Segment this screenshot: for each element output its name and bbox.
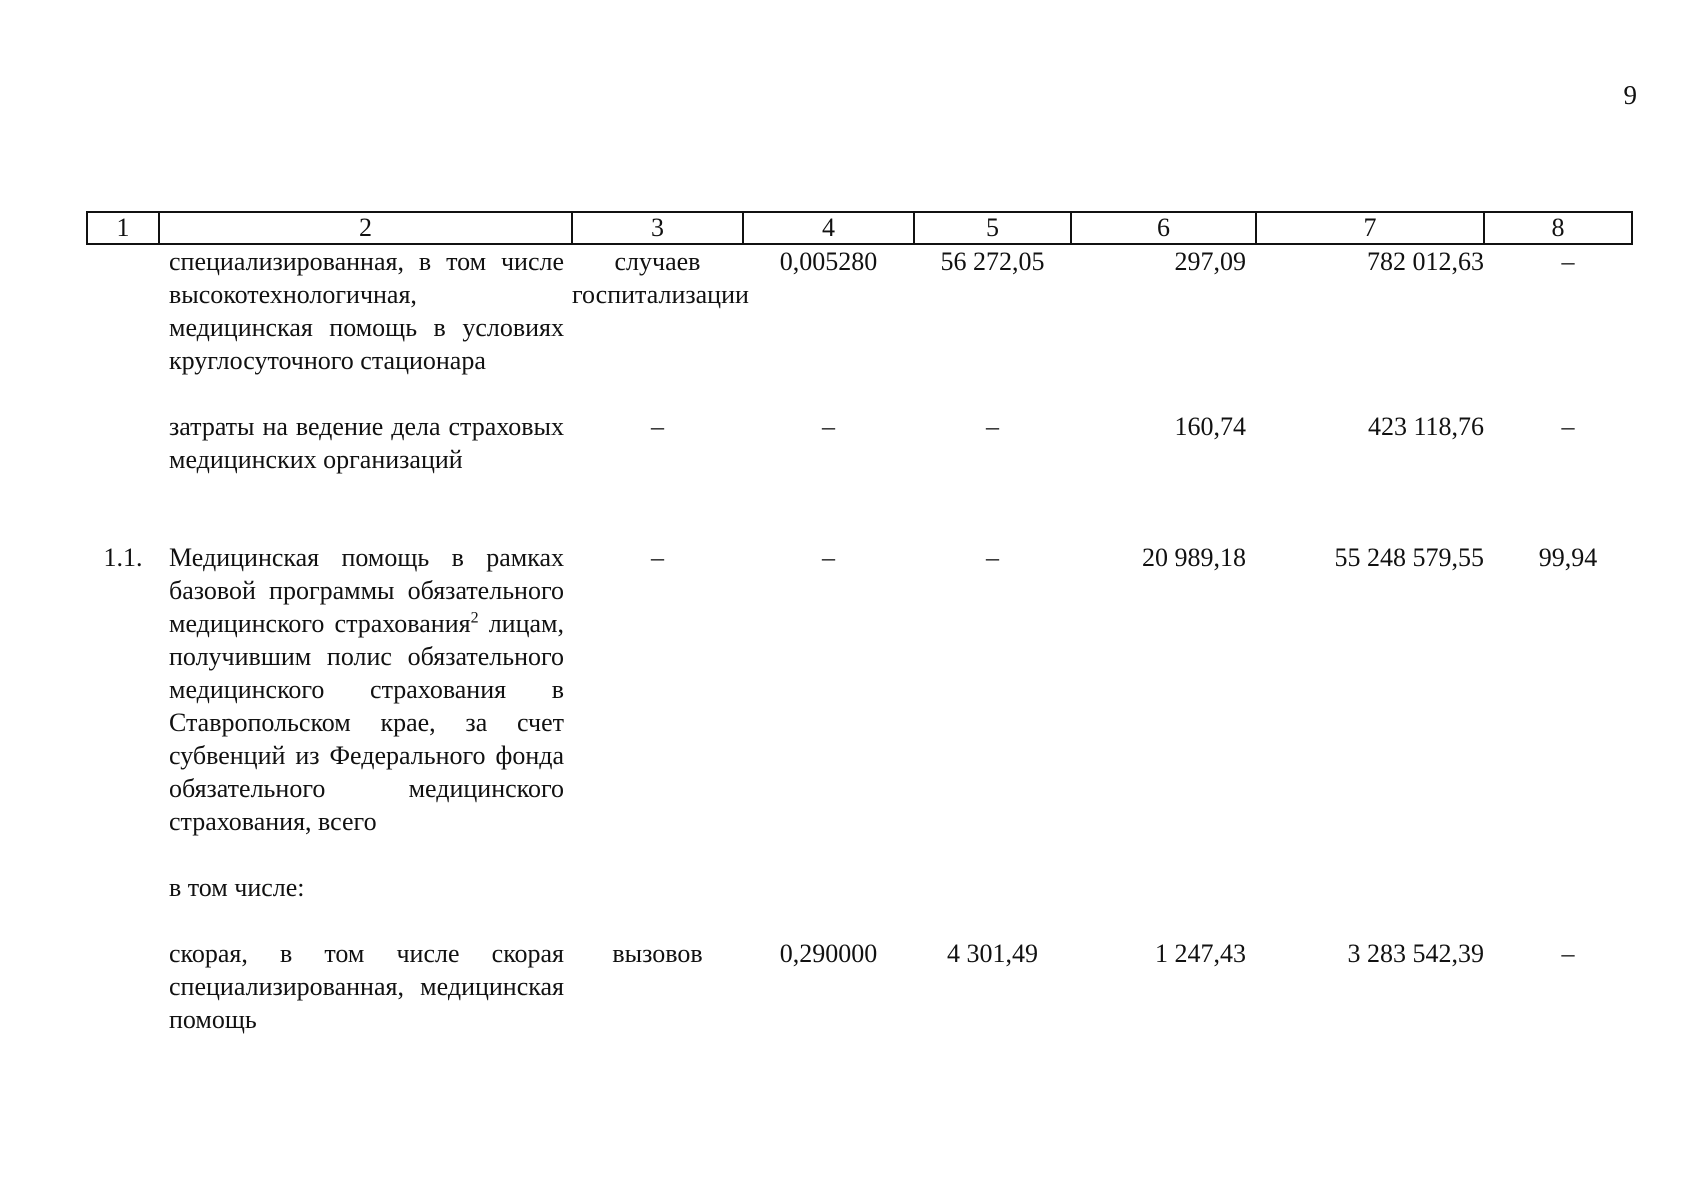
header-col-7: 7 [1256,212,1484,244]
row-description-text-continued: лицам, получившим полис обязательного медицинского страхования в Ставропольском крае, за счет субвенций из Федерального фонда обязательного медицинского страхования, всего [169,609,565,836]
header-col-1: 1 [87,212,159,244]
row-col-4: – [822,412,835,441]
header-row [87,212,1632,244]
row-unit: – [651,412,664,441]
row-col-8: – [1561,939,1575,968]
row-unit: – [651,543,664,572]
row-col-7: 782 012,63 [1367,247,1484,276]
row-col-8: – [1561,247,1575,276]
row-col-6 [1071,871,1256,937]
row-col-8 [1484,871,1632,937]
row-col-4: – [822,543,835,572]
header-col-8: 8 [1484,212,1632,244]
row-col-5: 56 272,05 [940,247,1045,276]
header-col-6: 6 [1071,212,1256,244]
row-col-8: – [1561,412,1575,441]
table-row [87,410,1632,541]
row-description: в том числе: [169,873,305,902]
row-description [159,541,572,871]
row-number [87,410,159,541]
row-col-7 [1256,871,1484,937]
table-header [87,212,1632,244]
row-col-6: 1 247,43 [1155,939,1246,968]
table-row [87,937,1632,1037]
row-col-5: – [986,543,999,572]
row-col-7: 423 118,76 [1367,412,1484,441]
row-description: скорая, в том числе скорая специализированная, медицинская помощь [169,939,564,1034]
row-col-5: 4 301,49 [947,939,1038,968]
table-body [87,244,1632,1037]
table-row [87,244,1632,410]
row-number [87,937,159,1037]
row-description: специализированная, в том числе высокотехнологичная, медицинская помощь в условиях круглосуточного стационара [169,247,564,375]
footnote-marker: 2 [470,609,479,627]
row-col-8: 99,94 [1538,543,1598,572]
row-unit: случаев госпитализации [572,247,749,309]
table-row [87,541,1632,871]
row-description-text: Медицинская помощь в рамках базовой программы обязательного медицинского страхования [169,543,564,638]
row-unit: вызовов [612,939,703,968]
row-number [87,871,159,937]
page-number: 9 [1623,80,1637,110]
row-col-7: 55 248 579,55 [1334,543,1484,572]
row-col-6: 20 989,18 [1142,543,1246,572]
row-col-6: 297,09 [1174,247,1246,276]
row-col-5 [914,871,1071,937]
row-col-4: 0,290000 [779,939,878,968]
row-col-4 [743,871,914,937]
header-col-2: 2 [159,212,572,244]
header-col-4: 4 [743,212,914,244]
header-col-5: 5 [914,212,1071,244]
table-row [87,871,1632,937]
row-description: затраты на ведение дела страховых медицинских организаций [169,412,564,474]
header-col-3: 3 [572,212,743,244]
row-col-7: 3 283 542,39 [1347,939,1484,968]
row-col-6: 160,74 [1174,412,1246,441]
row-number: 1.1. [103,543,143,572]
row-unit [572,871,743,937]
row-col-4: 0,005280 [779,247,878,276]
row-col-5: – [986,412,999,441]
data-table [86,211,1633,1037]
row-number [87,244,159,410]
